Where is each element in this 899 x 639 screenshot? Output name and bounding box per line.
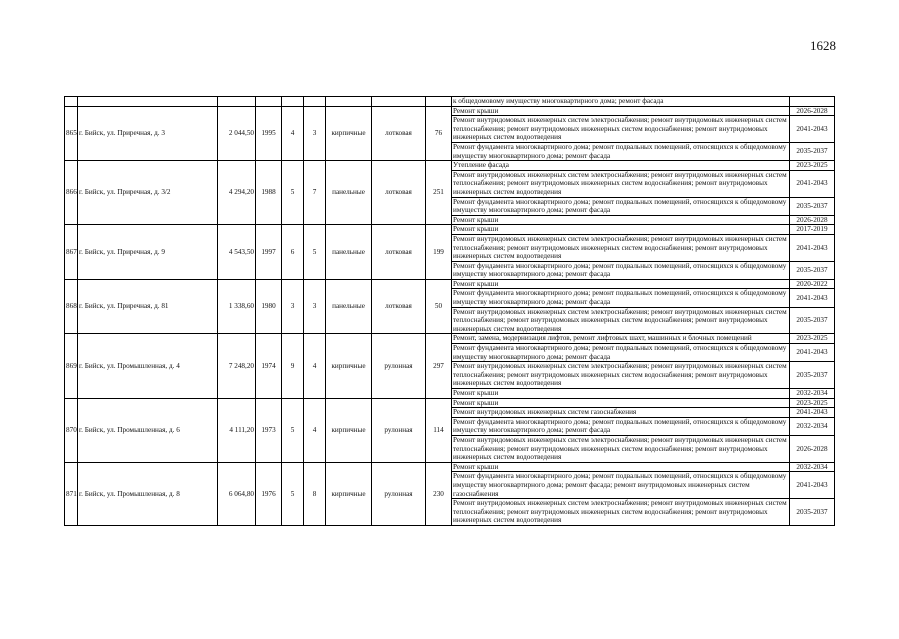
address-cell: г. Бийск, ул. Приречная, д. 81 [78,279,218,334]
entrances-cell: 4 [304,334,326,398]
work-type-cell: Ремонт фундамента многоквартирного дома; ремонт подвальных помещений, относящихся к общедомовому имуществу многоквартирного дома; ремонт фасада [452,344,790,362]
roof-type-cell: рулонная [372,462,426,525]
work-type-cell: Утепление фасада [452,161,790,171]
year-built-cell: 1974 [256,334,282,398]
floors-cell: 9 [282,334,304,398]
roof-type-cell: лотковая [372,225,426,280]
page-number: 1628 [810,38,836,53]
planned-period-cell: 2026-2028 [790,215,835,225]
work-type-cell: Ремонт, замена, модернизация лифтов, ремонт лифтовых шахт, машинных и блочных помещений [452,334,790,344]
row-number: 865 [65,106,78,161]
wall-material-cell: кирпичные [326,462,372,525]
roof-type-cell: лотковая [372,106,426,161]
work-type-cell: Ремонт фундамента многоквартирного дома; ремонт подвальных помещений, относящихся к общедомовому имуществу многоквартирного дома; ремонт фасада [452,289,790,307]
work-type-cell: Ремонт крыши [452,389,790,399]
roof-type-cell [372,97,426,107]
address-cell: г. Бийск, ул. Промышленная, д. 4 [78,334,218,398]
floors-cell: 5 [282,398,304,462]
floors-cell [282,97,304,107]
planned-period-cell: 2023-2025 [790,161,835,171]
area-cell: 6 064,80 [218,462,256,525]
work-type-cell: Ремонт внутридомовых инженерных систем электроснабжения; ремонт внутридомовых инженерных систем теплоснабжения; ремонт внутридомовых инженерных систем водоснабжения; ремонт внутридомовых инженерных систем водоотведения [452,499,790,526]
wall-material-cell: кирпичные [326,106,372,161]
work-type-cell: Ремонт внутридомовых инженерных систем электроснабжения; ремонт внутридомовых инженерных систем теплоснабжения; ремонт внутридомовых инженерных систем водоснабжения; ремонт внутридомовых инженерных систем водоотведения [452,362,790,389]
area-cell: 2 044,50 [218,106,256,161]
planned-period-cell: 2041-2043 [790,289,835,307]
planned-period-cell: 2026-2028 [790,435,835,462]
roof-type-cell: лотковая [372,279,426,334]
apartments-cell: 114 [426,398,452,462]
table-row [65,279,835,289]
row-number: 871 [65,462,78,525]
planned-period-cell: 2032-2034 [790,417,835,435]
wall-material-cell: панельные [326,279,372,334]
planned-period-cell: 2041-2043 [790,170,835,197]
planned-period-cell: 2020-2022 [790,279,835,289]
year-built-cell: 1997 [256,225,282,280]
apartments-cell: 297 [426,334,452,398]
apartments-cell: 251 [426,161,452,225]
apartments-cell [426,97,452,107]
planned-period-cell: 2035-2037 [790,197,835,215]
planned-period-cell: 2035-2037 [790,142,835,160]
area-cell: 4 543,50 [218,225,256,280]
work-type-cell: Ремонт крыши [452,279,790,289]
planned-period-cell: 2026-2028 [790,106,835,116]
table-row [65,398,835,408]
planned-period-cell: 2035-2037 [790,307,835,334]
apartments-cell: 230 [426,462,452,525]
entrances-cell: 4 [304,398,326,462]
address-cell: г. Бийск, ул. Приречная, д. 3/2 [78,161,218,225]
row-number: 868 [65,279,78,334]
area-cell [218,97,256,107]
table-row [65,334,835,344]
apartments-cell: 199 [426,225,452,280]
row-number [65,97,78,107]
work-type-cell: Ремонт крыши [452,462,790,472]
planned-period-cell: 2041-2043 [790,116,835,143]
floors-cell: 3 [282,279,304,334]
work-type-cell: к общедомовому имуществу многоквартирного дома; ремонт фасада [452,97,790,107]
wall-material-cell [326,97,372,107]
planned-period-cell: 2035-2037 [790,362,835,389]
table-row [65,225,835,235]
planned-period-cell: 2023-2025 [790,398,835,408]
capital-repair-table [64,96,835,526]
year-built-cell [256,97,282,107]
work-type-cell: Ремонт крыши [452,215,790,225]
entrances-cell: 3 [304,106,326,161]
year-built-cell: 1976 [256,462,282,525]
year-built-cell: 1973 [256,398,282,462]
floors-cell: 6 [282,225,304,280]
work-type-cell: Ремонт внутридомовых инженерных систем электроснабжения; ремонт внутридомовых инженерных систем теплоснабжения; ремонт внутридомовых инженерных систем водоснабжения; ремонт внутридомовых инженерных систем водоотведения [452,116,790,143]
planned-period-cell: 2035-2037 [790,499,835,526]
work-type-cell: Ремонт фундамента многоквартирного дома; ремонт подвальных помещений, относящихся к общедомовому имуществу многоквартирного дома; ремонт фасада [452,261,790,279]
address-cell: г. Бийск, ул. Приречная, д. 9 [78,225,218,280]
row-number: 870 [65,398,78,462]
planned-period-cell: 2041-2043 [790,234,835,261]
work-type-cell: Ремонт крыши [452,225,790,235]
row-number: 869 [65,334,78,398]
year-built-cell: 1995 [256,106,282,161]
wall-material-cell: кирпичные [326,398,372,462]
area-cell: 7 248,20 [218,334,256,398]
apartments-cell: 50 [426,279,452,334]
planned-period-cell: 2032-2034 [790,389,835,399]
work-type-cell: Ремонт внутридомовых инженерных систем электроснабжения; ремонт внутридомовых инженерных систем теплоснабжения; ремонт внутридомовых инженерных систем водоснабжения; ремонт внутридомовых инженерных систем водоотведения [452,170,790,197]
table-row [65,97,835,107]
year-built-cell: 1988 [256,161,282,225]
planned-period-cell: 2032-2034 [790,462,835,472]
area-cell: 4 294,20 [218,161,256,225]
year-built-cell: 1980 [256,279,282,334]
floors-cell: 5 [282,161,304,225]
row-number: 866 [65,161,78,225]
address-cell: г. Бийск, ул. Промышленная, д. 8 [78,462,218,525]
work-type-cell: Ремонт крыши [452,106,790,116]
row-number: 867 [65,225,78,280]
table-row [65,462,835,472]
planned-period-cell: 2041-2043 [790,344,835,362]
address-cell [78,97,218,107]
work-type-cell: Ремонт внутридомовых инженерных систем электроснабжения; ремонт внутридомовых инженерных систем теплоснабжения; ремонт внутридомовых инженерных систем водоснабжения; ремонт внутридомовых инженерных систем водоотведения [452,234,790,261]
roof-type-cell: рулонная [372,398,426,462]
floors-cell: 5 [282,462,304,525]
entrances-cell [304,97,326,107]
planned-period-cell: 2023-2025 [790,334,835,344]
planned-period-cell: 2041-2043 [790,408,835,418]
planned-period-cell [790,97,835,107]
wall-material-cell: панельные [326,225,372,280]
roof-type-cell: лотковая [372,161,426,225]
address-cell: г. Бийск, ул. Промышленная, д. 6 [78,398,218,462]
wall-material-cell: панельные [326,161,372,225]
area-cell: 1 338,60 [218,279,256,334]
work-type-cell: Ремонт внутридомовых инженерных систем электроснабжения; ремонт внутридомовых инженерных систем теплоснабжения; ремонт внутридомовых инженерных систем водоснабжения; ремонт внутридомовых инженерных систем водоотведения [452,307,790,334]
address-cell: г. Бийск, ул. Приречная, д. 3 [78,106,218,161]
floors-cell: 4 [282,106,304,161]
work-type-cell: Ремонт крыши [452,398,790,408]
work-type-cell: Ремонт фундамента многоквартирного дома; ремонт подвальных помещений, относящихся к общедомовому имуществу многоквартирного дома; ремонт фасада [452,417,790,435]
planned-period-cell: 2035-2037 [790,261,835,279]
work-type-cell: Ремонт внутридомовых инженерных систем электроснабжения; ремонт внутридомовых инженерных систем теплоснабжения; ремонт внутридомовых инженерных систем водоснабжения; ремонт внутридомовых инженерных систем водоотведения [452,435,790,462]
entrances-cell: 5 [304,225,326,280]
planned-period-cell: 2041-2043 [790,472,835,499]
table-row [65,106,835,116]
work-type-cell: Ремонт внутридомовых инженерных систем газоснабжения [452,408,790,418]
work-type-cell: Ремонт фундамента многоквартирного дома; ремонт подвальных помещений, относящихся к общедомовому имуществу многоквартирного дома; ремонт фасада [452,197,790,215]
entrances-cell: 8 [304,462,326,525]
apartments-cell: 76 [426,106,452,161]
planned-period-cell: 2017-2019 [790,225,835,235]
roof-type-cell: рулонная [372,334,426,398]
wall-material-cell: кирпичные [326,334,372,398]
entrances-cell: 3 [304,279,326,334]
table-row [65,161,835,171]
area-cell: 4 111,20 [218,398,256,462]
entrances-cell: 7 [304,161,326,225]
work-type-cell: Ремонт фундамента многоквартирного дома; ремонт подвальных помещений, относящихся к общедомовому имуществу многоквартирного дома; ремонт фасада; ремонт внутридомовых инженерных систем газоснабжения [452,472,790,499]
work-type-cell: Ремонт фундамента многоквартирного дома; ремонт подвальных помещений, относящихся к общедомовому имуществу многоквартирного дома; ремонт фасада [452,142,790,160]
